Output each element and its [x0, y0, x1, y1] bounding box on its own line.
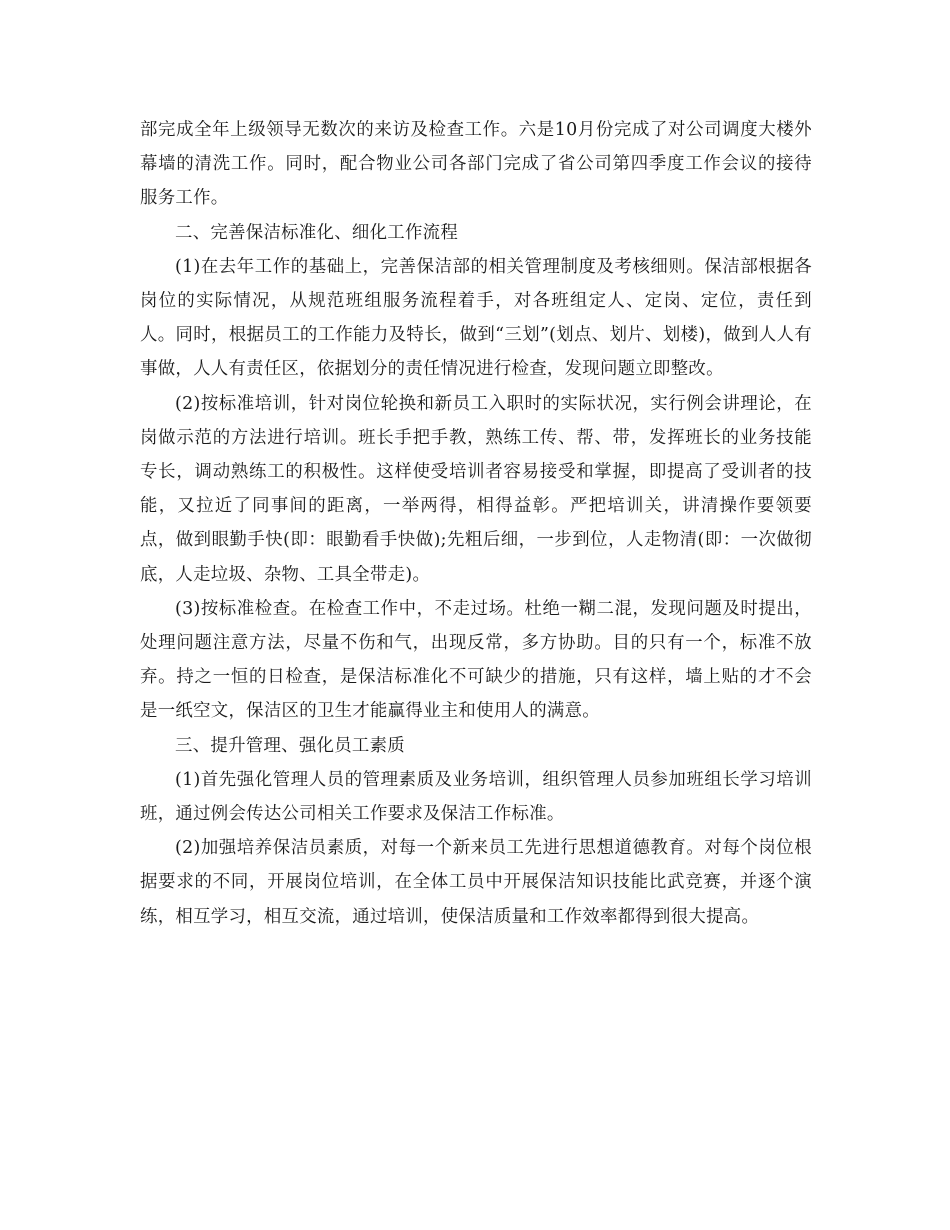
section-heading-2: 二、完善保洁标准化、细化工作流程	[175, 222, 459, 243]
paragraph-3-2: (2)加强培养保洁员素质，对每一个新来员工先进行思想道德教育。对每个岗位根据要求的不同，开展岗位培训，在全体工员中开展保洁知识技能比武竞赛，并逐个演练，相互学习，相互交流，通过培训，使保洁质量和工作效率都得到很大提高。	[140, 838, 812, 927]
document-body	[140, 113, 812, 934]
paragraph-2-2: (2)按标准培训，针对岗位轮换和新员工入职时的实际状况，实行例会讲理论，在岗做示范的方法进行培训。班长手把手教，熟练工传、帮、带，发挥班长的业务技能专长，调动熟练工的积极性。这样使受培训者容易接受和掌握，即提高了受训者的技能，又拉近了同事间的距离，一举两得，相得益彰。严把培训关，讲清操作要领要点，做到眼勤手快(即：眼勤看手快做);先粗后细，一步到位，人走物清(即：一次做彻底，人走垃圾、杂物、工具全带走)。	[140, 393, 812, 585]
paragraph-2-3: (3)按标准检查。在检查工作中，不走过场。杜绝一糊二混，发现问题及时提出，处理问题注意方法，尽量不伤和气，出现反常，多方协助。目的只有一个，标准不放弃。持之一恒的日检查，是保洁标准化不可缺少的措施，只有这样，墙上贴的才不会是一纸空文，保洁区的卫生才能赢得业主和使用人的满意。	[140, 598, 812, 722]
paragraph-2-1: (1)在去年工作的基础上，完善保洁部的相关管理制度及考核细则。保洁部根据各岗位的实际情况，从规范班组服务流程着手，对各班组定人、定岗、定位，责任到人。同时，根据员工的工作能力及特长，做到“三划”(划点、划片、划楼)，做到人人有事做，人人有责任区，依据划分的责任情况进行检查，发现问题立即整改。	[140, 256, 812, 380]
paragraph-3-1: (1)首先强化管理人员的管理素质及业务培训，组织管理人员参加班组长学习培训班，通过例会传达公司相关工作要求及保洁工作标准。	[140, 769, 812, 825]
paragraph-continuation: 部完成全年上级领导无数次的来访及检查工作。六是10月份完成了对公司调度大楼外幕墙的清洗工作。同时，配合物业公司各部门完成了省公司第四季度工作会议的接待服务工作。	[140, 120, 812, 209]
section-heading-3: 三、提升管理、强化员工素质	[175, 735, 405, 756]
